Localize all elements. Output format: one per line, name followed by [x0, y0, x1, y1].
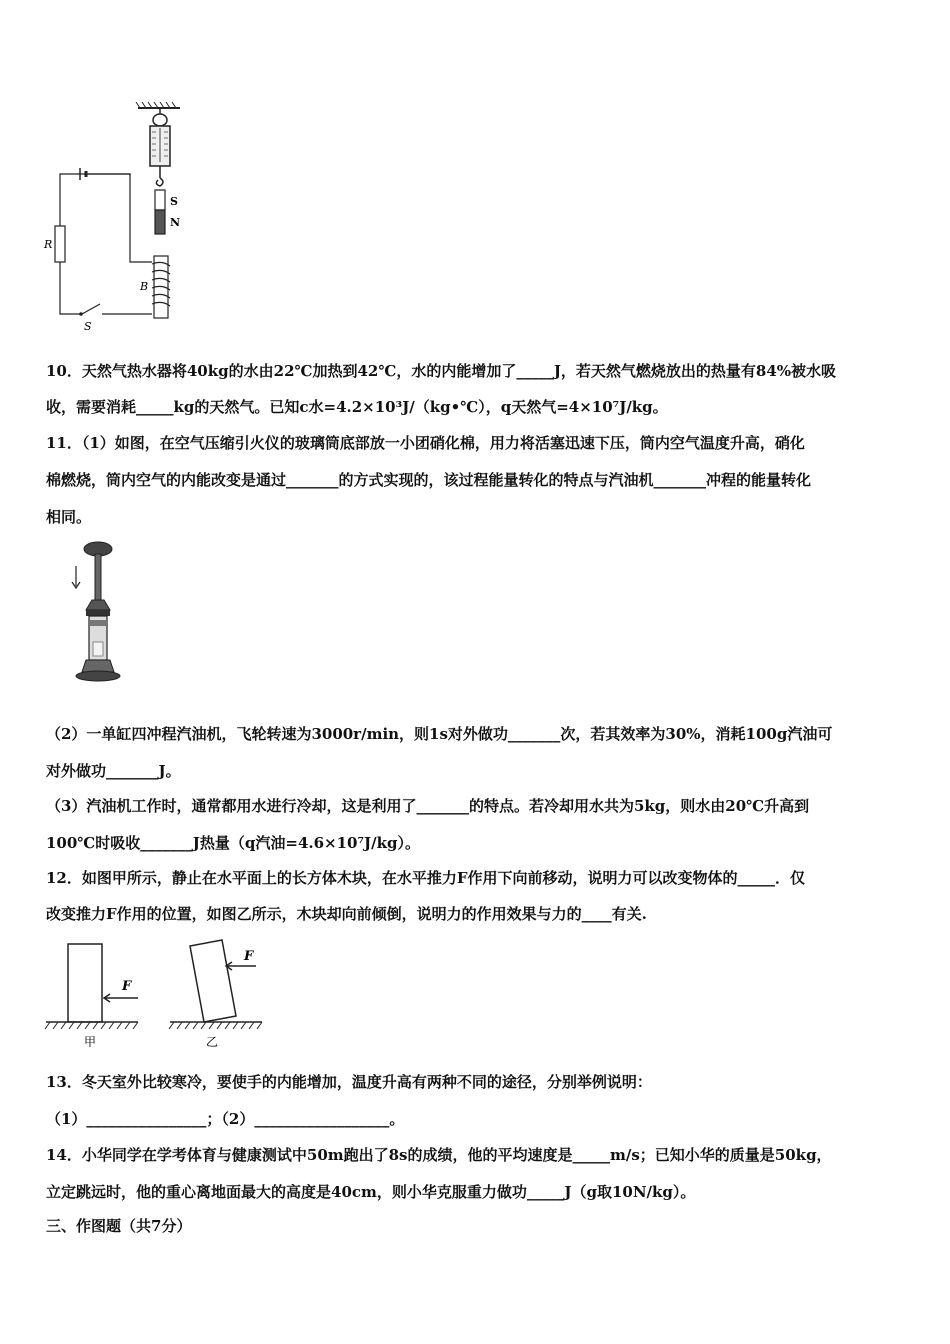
q10-line-1: 10．天然气热水器将40kg的水由22℃加热到42℃，水的内能增加了_____J，若天然气燃烧放出的热量有84%被水吸: [46, 362, 837, 380]
fire-syringe-figure: [62, 538, 132, 686]
coil-label: B: [140, 280, 149, 293]
force-label-b: F: [244, 949, 254, 964]
q11-part2-line-2: 对外做功_______J。: [46, 762, 181, 780]
q13-line-1: 13．冬天室外比较寒冷，要使手的内能增加，温度升高有两种不同的途径，分别举例说明：: [46, 1073, 652, 1091]
q14-line-1: 14．小华同学在学考体育与健康测试中50m跑出了8s的成绩，他的平均速度是_____m/s；已知小华的质量是50kg，: [46, 1146, 832, 1164]
circuit-diagram: [40, 98, 200, 338]
q13-line-2: （1）________________；（2）__________________。: [46, 1110, 405, 1128]
resistor-label: R: [44, 238, 53, 251]
caption-a: 甲: [84, 1035, 97, 1049]
q11-line-2: 棉燃烧，筒内空气的内能改变是通过_______的方式实现的，该过程能量转化的特点与汽油机_______冲程的能量转化: [46, 471, 812, 489]
magnet-n-label: N: [170, 216, 181, 229]
q11-part2-line-1: （2）一单缸四冲程汽油机，飞轮转速为3000r/min，则1s对外做功_______次，若其效率为30%，消耗100g汽油可: [46, 725, 833, 743]
switch-label: S: [84, 320, 92, 333]
q12-line-1: 12．如图甲所示，静止在水平面上的长方体木块，在水平推力F作用下向前移动，说明力可以改变物体的_____．仅: [46, 869, 806, 887]
blocks-figure: [44, 936, 274, 1050]
caption-b: 乙: [206, 1035, 219, 1049]
q11-part3-line-1: （3）汽油机工作时，通常都用水进行冷却，这是利用了_______的特点。若冷却用水共为5kg，则水由20℃升高到: [46, 797, 810, 815]
magnet-s-label: S: [170, 195, 178, 208]
q11-line-1: 11．（1）如图，在空气压缩引火仪的玻璃筒底部放一小团硝化棉，用力将活塞迅速下压，筒内空气温度升高，硝化: [46, 434, 805, 452]
q11-part3-line-2: 100℃时吸收_______J热量（q汽油=4.6×10⁷J/kg）。: [46, 834, 421, 852]
q10-line-2: 收，需要消耗_____kg的天然气。已知c水=4.2×10³J/（kg•℃），q天然气=4×10⁷J/kg。: [46, 398, 668, 416]
section-heading: 三、作图题（共7分）: [46, 1217, 192, 1235]
q11-line-3: 相同。: [46, 508, 92, 526]
q12-line-2: 改变推力F作用的位置，如图乙所示，木块却向前倾倒，说明力的作用效果与力的____有关.: [46, 905, 647, 923]
q14-line-2: 立定跳远时，他的重心离地面最大的高度是40cm，则小华克服重力做功_____J（g取10N/kg）。: [46, 1183, 696, 1201]
force-label-a: F: [122, 979, 132, 994]
